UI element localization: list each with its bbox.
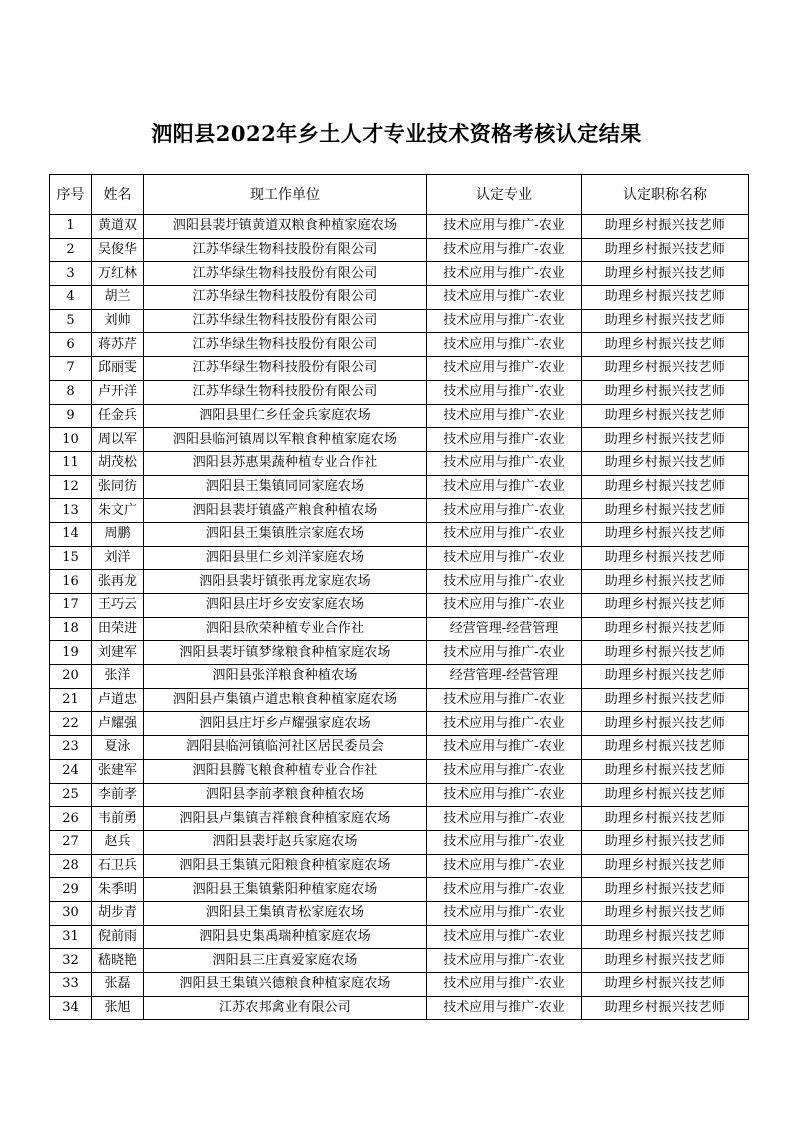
table-row	[50, 949, 749, 973]
row-work-unit: 泗阳县卢集镇卢道忠粮食种植家庭农场	[144, 688, 427, 712]
table-row	[50, 570, 749, 594]
table-row	[50, 428, 749, 452]
row-serial-no: 4	[50, 286, 92, 310]
row-title-name: 助理乡村振兴技艺师	[582, 238, 749, 262]
row-title-name: 助理乡村振兴技艺师	[582, 996, 749, 1020]
row-serial-no: 16	[50, 570, 92, 594]
table-row	[50, 333, 749, 357]
row-name: 万红林	[92, 262, 144, 286]
row-title-name: 助理乡村振兴技艺师	[582, 830, 749, 854]
table-row	[50, 973, 749, 997]
row-work-unit: 泗阳县裴圩镇黄道双粮食种植家庭农场	[144, 215, 427, 239]
row-work-unit: 泗阳县王集镇胜宗家庭农场	[144, 522, 427, 546]
row-work-unit: 泗阳县王集镇青松家庭农场	[144, 901, 427, 925]
row-serial-no: 1	[50, 215, 92, 239]
row-specialty: 技术应用与推广-农业	[427, 641, 582, 665]
row-title-name: 助理乡村振兴技艺师	[582, 309, 749, 333]
header-specialty: 认定专业	[427, 175, 582, 215]
row-serial-no: 12	[50, 475, 92, 499]
table-row	[50, 736, 749, 760]
row-name: 蒋苏芹	[92, 333, 144, 357]
row-serial-no: 22	[50, 712, 92, 736]
row-title-name: 助理乡村振兴技艺师	[582, 286, 749, 310]
row-work-unit: 江苏华绿生物科技股份有限公司	[144, 380, 427, 404]
row-title-name: 助理乡村振兴技艺师	[582, 475, 749, 499]
row-title-name: 助理乡村振兴技艺师	[582, 522, 749, 546]
row-specialty: 技术应用与推广-农业	[427, 238, 582, 262]
row-name: 邱丽雯	[92, 357, 144, 381]
row-work-unit: 泗阳县里仁乡刘洋家庭农场	[144, 546, 427, 570]
row-name: 胡茂松	[92, 451, 144, 475]
row-specialty: 技术应用与推广-农业	[427, 736, 582, 760]
row-serial-no: 23	[50, 736, 92, 760]
row-title-name: 助理乡村振兴技艺师	[582, 925, 749, 949]
row-serial-no: 26	[50, 807, 92, 831]
row-specialty: 技术应用与推广-农业	[427, 499, 582, 523]
row-title-name: 助理乡村振兴技艺师	[582, 973, 749, 997]
row-title-name: 助理乡村振兴技艺师	[582, 641, 749, 665]
row-name: 张建军	[92, 759, 144, 783]
row-title-name: 助理乡村振兴技艺师	[582, 617, 749, 641]
row-work-unit: 泗阳县史集禹瑞种植家庭农场	[144, 925, 427, 949]
table-row	[50, 238, 749, 262]
row-name: 吴俊华	[92, 238, 144, 262]
row-work-unit: 泗阳县裴圩赵兵家庭农场	[144, 830, 427, 854]
row-serial-no: 29	[50, 878, 92, 902]
row-specialty: 技术应用与推广-农业	[427, 475, 582, 499]
row-work-unit: 泗阳县裴圩镇盛产粮食种植农场	[144, 499, 427, 523]
row-name: 刘帅	[92, 309, 144, 333]
row-specialty: 技术应用与推广-农业	[427, 546, 582, 570]
row-name: 卢耀强	[92, 712, 144, 736]
table-row	[50, 286, 749, 310]
row-serial-no: 32	[50, 949, 92, 973]
row-serial-no: 21	[50, 688, 92, 712]
table-row	[50, 783, 749, 807]
row-name: 周以军	[92, 428, 144, 452]
page-title: 泗阳县2022年乡土人才专业技术资格考核认定结果	[151, 121, 642, 146]
row-work-unit: 江苏华绿生物科技股份有限公司	[144, 286, 427, 310]
row-work-unit: 泗阳县庄圩乡卢耀强家庭农场	[144, 712, 427, 736]
row-title-name: 助理乡村振兴技艺师	[582, 428, 749, 452]
row-specialty: 技术应用与推广-农业	[427, 807, 582, 831]
row-specialty: 技术应用与推广-农业	[427, 309, 582, 333]
row-title-name: 助理乡村振兴技艺师	[582, 499, 749, 523]
header-work-unit: 现工作单位	[144, 175, 427, 215]
row-specialty: 技术应用与推广-农业	[427, 854, 582, 878]
row-specialty: 技术应用与推广-农业	[427, 973, 582, 997]
row-serial-no: 6	[50, 333, 92, 357]
header-name: 姓名	[92, 175, 144, 215]
table-row	[50, 854, 749, 878]
row-title-name: 助理乡村振兴技艺师	[582, 807, 749, 831]
row-specialty: 经营管理-经营管理	[427, 617, 582, 641]
row-work-unit: 泗阳县临河镇临河社区居民委员会	[144, 736, 427, 760]
row-name: 刘建军	[92, 641, 144, 665]
row-name: 张磊	[92, 973, 144, 997]
row-work-unit: 泗阳县裴圩镇梦缘粮食种植家庭农场	[144, 641, 427, 665]
row-work-unit: 泗阳县裴圩镇张再龙家庭农场	[144, 570, 427, 594]
table-row	[50, 594, 749, 618]
table-row	[50, 404, 749, 428]
table-row	[50, 925, 749, 949]
table-row	[50, 499, 749, 523]
row-specialty: 技术应用与推广-农业	[427, 783, 582, 807]
row-title-name: 助理乡村振兴技艺师	[582, 594, 749, 618]
row-name: 黄道双	[92, 215, 144, 239]
row-name: 王巧云	[92, 594, 144, 618]
row-title-name: 助理乡村振兴技艺师	[582, 215, 749, 239]
row-work-unit: 江苏华绿生物科技股份有限公司	[144, 357, 427, 381]
row-serial-no: 5	[50, 309, 92, 333]
row-title-name: 助理乡村振兴技艺师	[582, 451, 749, 475]
row-serial-no: 31	[50, 925, 92, 949]
row-work-unit: 泗阳县欣荣种植专业合作社	[144, 617, 427, 641]
row-work-unit: 泗阳县王集镇紫阳种植家庭农场	[144, 878, 427, 902]
row-title-name: 助理乡村振兴技艺师	[582, 380, 749, 404]
row-name: 张洋	[92, 665, 144, 689]
row-serial-no: 10	[50, 428, 92, 452]
table-row	[50, 546, 749, 570]
row-specialty: 技术应用与推广-农业	[427, 712, 582, 736]
results-table	[49, 174, 749, 1020]
row-specialty: 技术应用与推广-农业	[427, 594, 582, 618]
row-specialty: 技术应用与推广-农业	[427, 570, 582, 594]
row-serial-no: 11	[50, 451, 92, 475]
row-name: 朱文广	[92, 499, 144, 523]
row-work-unit: 江苏华绿生物科技股份有限公司	[144, 262, 427, 286]
table-row	[50, 262, 749, 286]
row-specialty: 技术应用与推广-农业	[427, 262, 582, 286]
row-title-name: 助理乡村振兴技艺师	[582, 901, 749, 925]
row-specialty: 技术应用与推广-农业	[427, 333, 582, 357]
row-title-name: 助理乡村振兴技艺师	[582, 759, 749, 783]
row-serial-no: 34	[50, 996, 92, 1020]
row-specialty: 技术应用与推广-农业	[427, 878, 582, 902]
row-serial-no: 15	[50, 546, 92, 570]
table-header-row	[50, 175, 749, 215]
table-body	[50, 215, 749, 1020]
row-name: 胡步青	[92, 901, 144, 925]
row-name: 张旭	[92, 996, 144, 1020]
row-work-unit: 泗阳县里仁乡任金兵家庭农场	[144, 404, 427, 428]
row-title-name: 助理乡村振兴技艺师	[582, 783, 749, 807]
row-serial-no: 13	[50, 499, 92, 523]
row-name: 刘洋	[92, 546, 144, 570]
row-work-unit: 泗阳县腾飞粮食种植专业合作社	[144, 759, 427, 783]
table-row	[50, 807, 749, 831]
row-work-unit: 江苏华绿生物科技股份有限公司	[144, 309, 427, 333]
row-work-unit: 泗阳县王集镇同同家庭农场	[144, 475, 427, 499]
row-specialty: 技术应用与推广-农业	[427, 451, 582, 475]
row-title-name: 助理乡村振兴技艺师	[582, 736, 749, 760]
row-title-name: 助理乡村振兴技艺师	[582, 688, 749, 712]
row-title-name: 助理乡村振兴技艺师	[582, 665, 749, 689]
header-serial-no: 序号	[50, 175, 92, 215]
row-name: 夏泳	[92, 736, 144, 760]
row-name: 石卫兵	[92, 854, 144, 878]
row-name: 胡兰	[92, 286, 144, 310]
row-title-name: 助理乡村振兴技艺师	[582, 333, 749, 357]
row-work-unit: 泗阳县王集镇元阳粮食种植家庭农场	[144, 854, 427, 878]
row-serial-no: 3	[50, 262, 92, 286]
row-title-name: 助理乡村振兴技艺师	[582, 949, 749, 973]
row-work-unit: 泗阳县王集镇兴德粮食种植家庭农场	[144, 973, 427, 997]
table-row	[50, 522, 749, 546]
table-row	[50, 215, 749, 239]
row-specialty: 技术应用与推广-农业	[427, 901, 582, 925]
row-work-unit: 泗阳县三庄真爱家庭农场	[144, 949, 427, 973]
row-serial-no: 8	[50, 380, 92, 404]
row-serial-no: 28	[50, 854, 92, 878]
table-row	[50, 996, 749, 1020]
row-name: 任金兵	[92, 404, 144, 428]
row-work-unit: 泗阳县临河镇周以军粮食种植家庭农场	[144, 428, 427, 452]
row-title-name: 助理乡村振兴技艺师	[582, 712, 749, 736]
row-serial-no: 7	[50, 357, 92, 381]
table-row	[50, 380, 749, 404]
row-serial-no: 18	[50, 617, 92, 641]
row-specialty: 技术应用与推广-农业	[427, 404, 582, 428]
row-name: 韦前勇	[92, 807, 144, 831]
row-title-name: 助理乡村振兴技艺师	[582, 262, 749, 286]
row-serial-no: 25	[50, 783, 92, 807]
row-specialty: 技术应用与推广-农业	[427, 357, 582, 381]
row-name: 朱季明	[92, 878, 144, 902]
row-serial-no: 20	[50, 665, 92, 689]
table-row	[50, 688, 749, 712]
row-serial-no: 9	[50, 404, 92, 428]
table-row	[50, 901, 749, 925]
row-name: 张同彷	[92, 475, 144, 499]
table-row	[50, 475, 749, 499]
table-row	[50, 617, 749, 641]
row-name: 田荣进	[92, 617, 144, 641]
row-name: 嵇晓艳	[92, 949, 144, 973]
row-specialty: 技术应用与推广-农业	[427, 286, 582, 310]
row-serial-no: 19	[50, 641, 92, 665]
row-serial-no: 27	[50, 830, 92, 854]
row-specialty: 技术应用与推广-农业	[427, 830, 582, 854]
row-title-name: 助理乡村振兴技艺师	[582, 404, 749, 428]
row-title-name: 助理乡村振兴技艺师	[582, 878, 749, 902]
row-specialty: 技术应用与推广-农业	[427, 215, 582, 239]
row-specialty: 技术应用与推广-农业	[427, 996, 582, 1020]
row-title-name: 助理乡村振兴技艺师	[582, 854, 749, 878]
table-row	[50, 357, 749, 381]
row-specialty: 技术应用与推广-农业	[427, 428, 582, 452]
row-work-unit: 江苏华绿生物科技股份有限公司	[144, 238, 427, 262]
row-serial-no: 17	[50, 594, 92, 618]
row-title-name: 助理乡村振兴技艺师	[582, 546, 749, 570]
row-serial-no: 30	[50, 901, 92, 925]
row-specialty: 技术应用与推广-农业	[427, 688, 582, 712]
table-row	[50, 759, 749, 783]
row-work-unit: 泗阳县庄圩乡安安家庭农场	[144, 594, 427, 618]
row-specialty: 技术应用与推广-农业	[427, 759, 582, 783]
table-row	[50, 641, 749, 665]
table-row	[50, 830, 749, 854]
row-work-unit: 江苏华绿生物科技股份有限公司	[144, 333, 427, 357]
row-specialty: 经营管理-经营管理	[427, 665, 582, 689]
table-row	[50, 451, 749, 475]
row-specialty: 技术应用与推广-农业	[427, 949, 582, 973]
row-serial-no: 2	[50, 238, 92, 262]
row-work-unit: 泗阳县李前孝粮食种植农场	[144, 783, 427, 807]
row-serial-no: 24	[50, 759, 92, 783]
row-name: 卢道忠	[92, 688, 144, 712]
row-name: 赵兵	[92, 830, 144, 854]
row-title-name: 助理乡村振兴技艺师	[582, 357, 749, 381]
table-row	[50, 878, 749, 902]
row-name: 李前孝	[92, 783, 144, 807]
table-row	[50, 665, 749, 689]
row-serial-no: 33	[50, 973, 92, 997]
row-name: 张再龙	[92, 570, 144, 594]
row-serial-no: 14	[50, 522, 92, 546]
row-title-name: 助理乡村振兴技艺师	[582, 570, 749, 594]
row-specialty: 技术应用与推广-农业	[427, 522, 582, 546]
table-row	[50, 309, 749, 333]
row-name: 倪前雨	[92, 925, 144, 949]
row-work-unit: 泗阳县张洋粮食种植农场	[144, 665, 427, 689]
row-specialty: 技术应用与推广-农业	[427, 925, 582, 949]
table-row	[50, 712, 749, 736]
row-work-unit: 泗阳县苏惠果蔬种植专业合作社	[144, 451, 427, 475]
header-title-name: 认定职称名称	[582, 175, 749, 215]
row-work-unit: 泗阳县卢集镇吉祥粮食种植家庭农场	[144, 807, 427, 831]
row-specialty: 技术应用与推广-农业	[427, 380, 582, 404]
row-name: 周鹏	[92, 522, 144, 546]
row-work-unit: 江苏农邦禽业有限公司	[144, 996, 427, 1020]
row-name: 卢开洋	[92, 380, 144, 404]
